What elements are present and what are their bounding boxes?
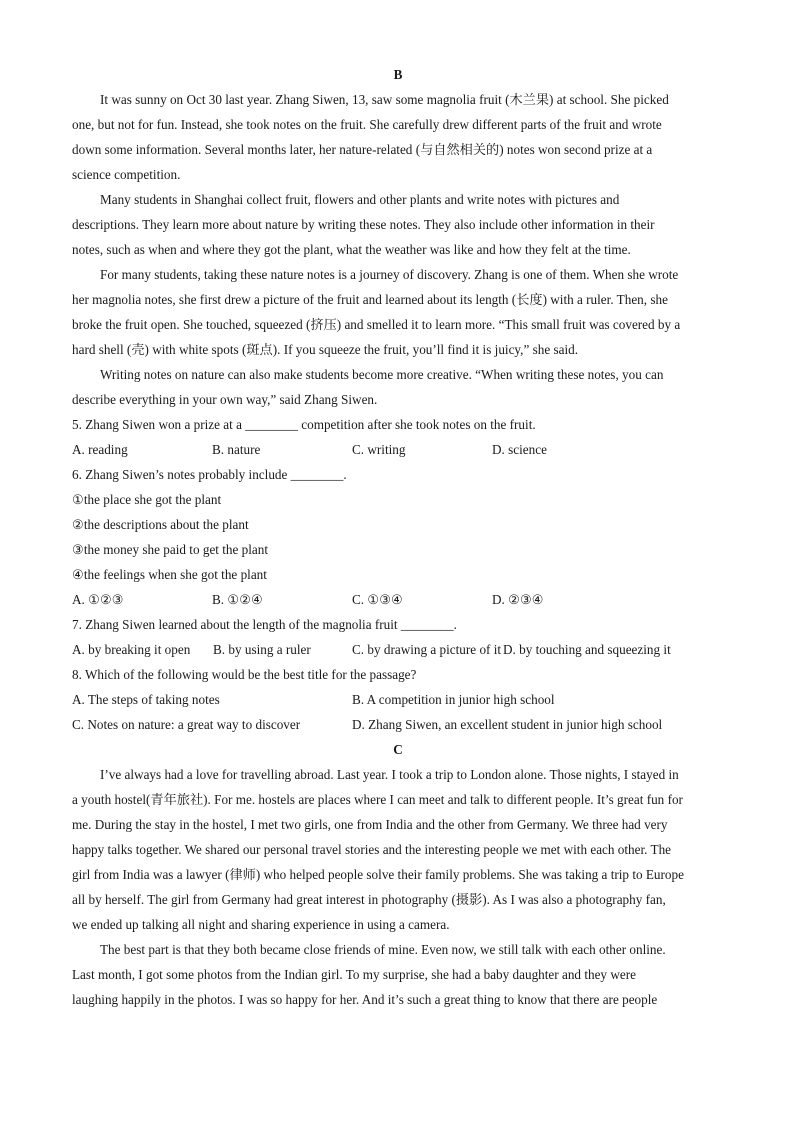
section-b-paragraph-4: [72, 362, 724, 412]
text-line: broke the fruit open. She touched, squeezed (挤压) and smelled it to learn more. “This small fruit was covered by a: [72, 317, 681, 332]
option-d: D. ②③④: [492, 592, 544, 607]
question-stem: 8. Which of the following would be the best title for the passage?: [72, 667, 417, 682]
text-line: her magnolia notes, she first drew a picture of the fruit and learned about its length (长度) with a ruler. Then, she: [72, 292, 668, 307]
list-item: ②the descriptions about the plant: [72, 517, 249, 532]
option-c: C. Notes on nature: a great way to discover: [72, 717, 301, 732]
question-7: [72, 612, 724, 662]
option-b: B. by using a ruler: [213, 642, 311, 657]
question-6: [72, 462, 724, 612]
option-c: C. ①③④: [352, 592, 403, 607]
option-b: B. nature: [212, 442, 261, 457]
section-b-heading: B: [393, 67, 403, 82]
text-line: laughing happily in the photos. I was so happy for her. And it’s such a great thing to know that there are people: [72, 992, 658, 1007]
question-stem: 6. Zhang Siwen’s notes probably include ________.: [72, 467, 347, 482]
option-d: D. science: [492, 442, 547, 457]
option-a: A. The steps of taking notes: [72, 692, 220, 707]
section-c-paragraph-1: [72, 762, 724, 937]
text-line: The best part is that they both became close friends of mine. Even now, we still talk with each other online.: [100, 942, 666, 957]
text-line: one, but not for fun. Instead, she took notes on the fruit. She carefully drew different parts of the fruit and wrote: [72, 117, 662, 132]
option-d: D. Zhang Siwen, an excellent student in junior high school: [352, 717, 663, 732]
question-stem: 7. Zhang Siwen learned about the length of the magnolia fruit ________.: [72, 617, 457, 632]
option-a: A. ①②③: [72, 592, 124, 607]
text-line: Writing notes on nature can also make students become more creative. “When writing these notes, you can: [100, 367, 664, 382]
text-line: girl from India was a lawyer (律师) who helped people solve their family problems. She was taking a trip to Europe: [72, 867, 684, 882]
text-line: descriptions. They learn more about nature by writing these notes. They also include other information in their: [72, 217, 655, 232]
answer-options: [72, 637, 724, 662]
option-a: A. reading: [72, 442, 128, 457]
text-line: a youth hostel(青年旅社). For me. hostels are places where I can meet and talk to different people. It’s great fun for: [72, 792, 683, 807]
text-line: all by herself. The girl from Germany had great interest in photography (摄影). As I was also a photography fan,: [72, 892, 666, 907]
answer-options: [72, 687, 724, 712]
text-line: It was sunny on Oct 30 last year. Zhang Siwen, 13, saw some magnolia fruit (木兰果) at school. She picked: [100, 92, 669, 107]
text-line: notes, such as when and where they got the plant, what the weather was like and how they felt at the time.: [72, 242, 631, 257]
text-line: Many students in Shanghai collect fruit, flowers and other plants and write notes with pictures and: [100, 192, 620, 207]
text-line: describe everything in your own way,” said Zhang Siwen.: [72, 392, 378, 407]
answer-options: [72, 437, 724, 462]
list-item: ③the money she paid to get the plant: [72, 542, 269, 557]
question-5: [72, 412, 724, 462]
section-b-paragraph-1: [72, 87, 724, 187]
section-b-paragraph-3: [72, 262, 724, 362]
text-line: we ended up talking all night and sharing experience in using a camera.: [72, 917, 450, 932]
section-c-paragraph-2: [72, 937, 724, 1012]
section-b-paragraph-2: [72, 187, 724, 262]
text-line: down some information. Several months later, her nature-related (与自然相关的) notes won second prize at a: [72, 142, 653, 157]
text-line: I’ve always had a love for travelling abroad. Last year. I took a trip to London alone. Those nights, I stayed in: [100, 767, 679, 782]
text-line: For many students, taking these nature notes is a journey of discovery. Zhang is one of them. When she wrote: [100, 267, 679, 282]
option-b: B. A competition in junior high school: [352, 692, 555, 707]
text-line: happy talks together. We shared our personal travel stories and the interesting people we met with each other. The: [72, 842, 672, 857]
option-c: C. writing: [352, 442, 406, 457]
option-b: B. ①②④: [212, 592, 263, 607]
answer-options: [72, 587, 724, 612]
answer-options: [72, 712, 724, 737]
document-page: [72, 62, 724, 1012]
option-c: C. by drawing a picture of it: [352, 642, 502, 657]
list-item: ①the place she got the plant: [72, 492, 222, 507]
option-a: A. by breaking it open: [72, 642, 191, 657]
section-c-heading: C: [393, 742, 403, 757]
text-line: me. During the stay in the hostel, I met two girls, one from India and the other from Germany. We three had very: [72, 817, 668, 832]
option-d: D. by touching and squeezing it: [503, 642, 671, 657]
text-line: science competition.: [72, 167, 181, 182]
question-stem: 5. Zhang Siwen won a prize at a ________ competition after she took notes on the fruit.: [72, 417, 536, 432]
question-8: [72, 662, 724, 737]
text-line: Last month, I got some photos from the Indian girl. To my surprise, she had a baby daughter and they were: [72, 967, 636, 982]
text-line: hard shell (壳) with white spots (斑点). If you squeeze the fruit, you’ll find it is juicy,” she said.: [72, 342, 579, 357]
list-item: ④the feelings when she got the plant: [72, 567, 267, 582]
